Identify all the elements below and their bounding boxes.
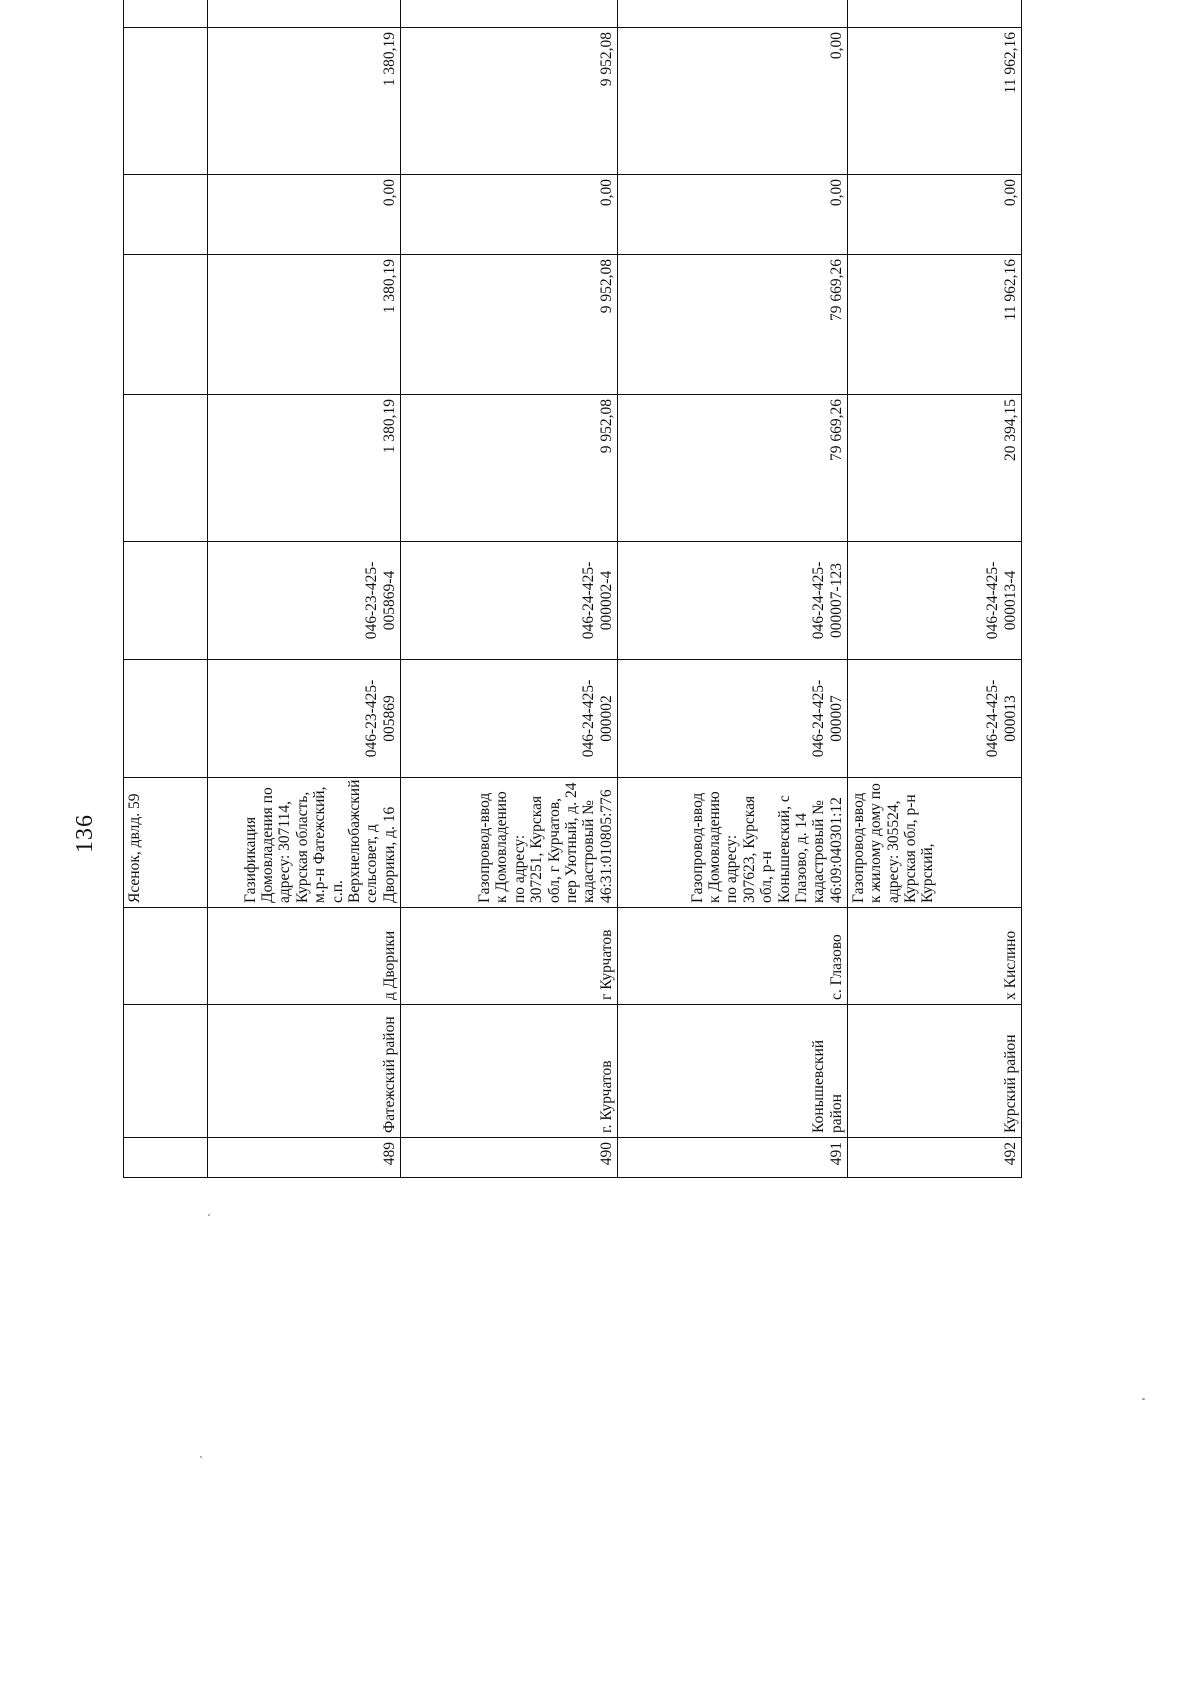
- cell-v2: 11 962,16: [848, 255, 1022, 395]
- cell-district: Конышевский район: [618, 1005, 848, 1138]
- cell-locality: д Дворики: [208, 908, 401, 1005]
- cell-idx: 491: [618, 1138, 848, 1178]
- table-row: [401, 0, 618, 1178]
- cell-description: Газопровод-ввод к Домовладению по адресу: 307251, Курская обл, г Курчатов, пер Уютный, д. 24 кадастровый № 46:31:010805:776: [401, 778, 618, 908]
- table-row-continuation: [124, 0, 208, 1178]
- cell-district: Фатежский район: [208, 1005, 401, 1138]
- cell-idx: 490: [401, 1138, 618, 1178]
- cell-v4: 1 380,19: [208, 28, 401, 175]
- cell-v1: [124, 395, 208, 542]
- table-row: [848, 0, 1022, 1178]
- cell-code1: 046-24-425-000013: [848, 660, 1022, 778]
- cell-code2: 046-23-425-005869-4: [208, 542, 401, 660]
- cell-v5: [401, 0, 618, 28]
- objects-table: [123, 0, 1022, 1178]
- cell-v3: 0,00: [618, 175, 848, 255]
- cell-idx: 489: [208, 1138, 401, 1178]
- scan-speck: [208, 1214, 210, 1216]
- table-row: [618, 0, 848, 1178]
- cell-v2: 79 669,26: [618, 255, 848, 395]
- cell-idx: [124, 1138, 208, 1178]
- cell-description: Ясенок, двлд. 59: [124, 778, 208, 908]
- cell-v5: [848, 0, 1022, 28]
- cell-v2: 1 380,19: [208, 255, 401, 395]
- cell-v2: 9 952,08: [401, 255, 618, 395]
- cell-code2: [124, 542, 208, 660]
- cell-v1: 79 669,26: [618, 395, 848, 542]
- cell-v3: 0,00: [401, 175, 618, 255]
- cell-code1: 046-24-425-000002: [401, 660, 618, 778]
- cell-v4: 0,00: [618, 28, 848, 175]
- cell-v3: [124, 175, 208, 255]
- cell-district: Курский район: [848, 1005, 1022, 1138]
- cell-v4: 11 962,16: [848, 28, 1022, 175]
- cell-v2: [124, 255, 208, 395]
- cell-v4: [124, 28, 208, 175]
- cell-code2: 046-24-425-000002-4: [401, 542, 618, 660]
- rotated-table-container: [123, 32, 1021, 1178]
- cell-locality: г Курчатов: [401, 908, 618, 1005]
- cell-v5: [124, 0, 208, 28]
- table-row: [208, 0, 401, 1178]
- cell-v3: 0,00: [848, 175, 1022, 255]
- page-number: 136: [72, 814, 98, 853]
- cell-district: [124, 1005, 208, 1138]
- cell-description: Газификация Домовладения по адресу: 307114, Курская область, м.р-н Фатежский, с.п. Верхнелюбажский сельсовет, д Дворики, д. 16: [208, 778, 401, 908]
- cell-code2: 046-24-425-000007-123: [618, 542, 848, 660]
- cell-v5: [208, 0, 401, 28]
- cell-v1: 9 952,08: [401, 395, 618, 542]
- cell-v4: 9 952,08: [401, 28, 618, 175]
- cell-v1: 1 380,19: [208, 395, 401, 542]
- cell-code1: 046-23-425-005869: [208, 660, 401, 778]
- cell-locality: с. Глазово: [618, 908, 848, 1005]
- cell-v1: 20 394,15: [848, 395, 1022, 542]
- cell-description: Газопровод-ввод к жилому дому по адресу: 305524, Курская обл, р-н Курский,: [848, 778, 1022, 908]
- cell-v5: [618, 0, 848, 28]
- cell-description: Газопровод-ввод к Домовладению по адресу: 307623, Курская обл, р-н Конышевский, с Глазово, д. 14 кадастровый № 46:09:040301:12: [618, 778, 848, 908]
- cell-district: г. Курчатов: [401, 1005, 618, 1138]
- cell-code1: 046-24-425-000007: [618, 660, 848, 778]
- cell-code1: [124, 660, 208, 778]
- scan-speck: [1142, 1398, 1145, 1400]
- cell-v3: 0,00: [208, 175, 401, 255]
- cell-locality: х Кислино: [848, 908, 1022, 1005]
- cell-locality: [124, 908, 208, 1005]
- cell-code2: 046-24-425-000013-4: [848, 542, 1022, 660]
- cell-idx: 492: [848, 1138, 1022, 1178]
- scan-speck: [200, 1456, 202, 1458]
